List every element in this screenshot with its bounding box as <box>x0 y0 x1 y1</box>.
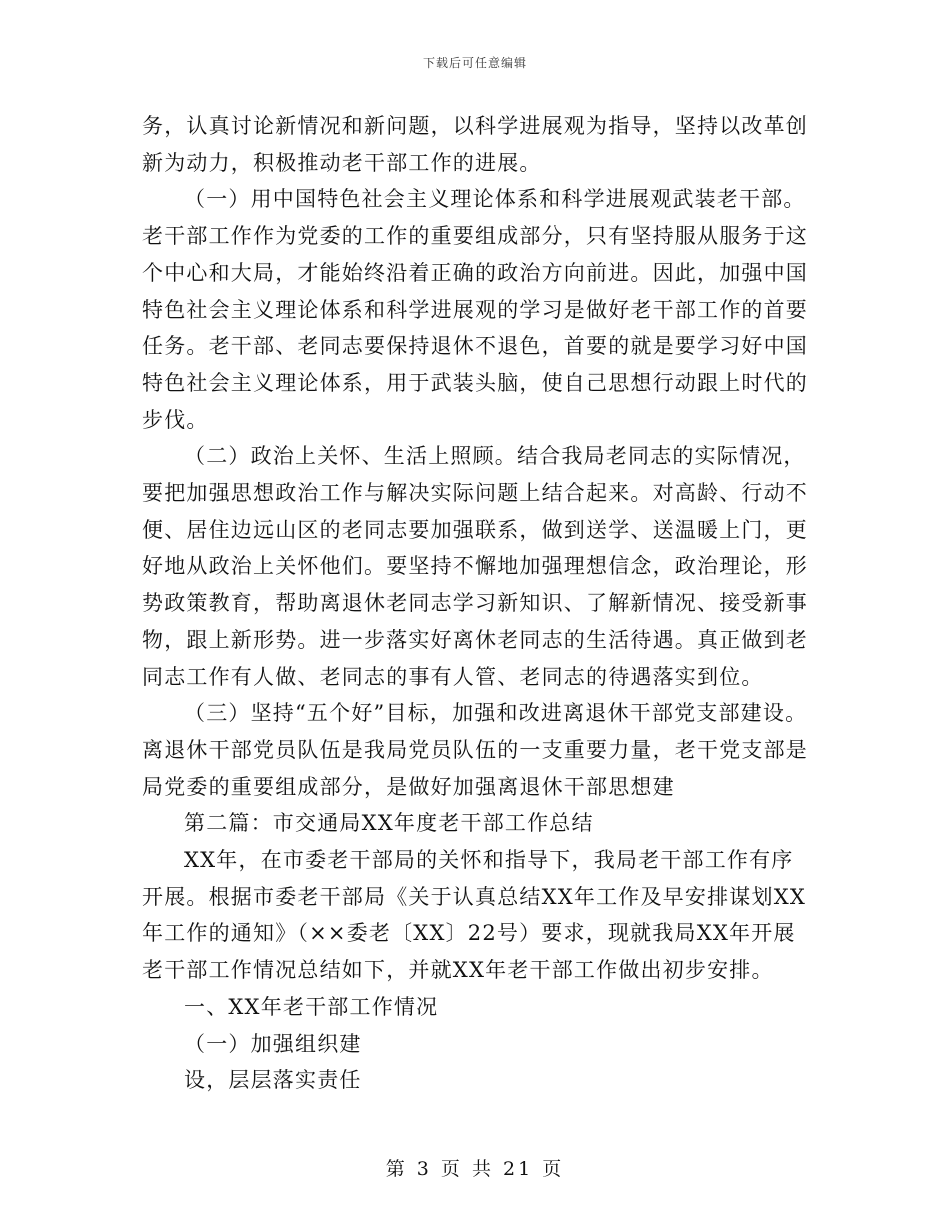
chapter-heading: 第二篇：市交通局XX年度老干部工作总结 <box>184 811 594 836</box>
page-header: 下载后可任意编辑 <box>422 56 527 70</box>
paragraph-section-1: （一）用中国特色社会主义理论体系和科学进展观武装老干部。老干部工作作为党委的工作的重要组成部分，只有坚持服从服务于这个中心和大局，才能始终沿着正确的政治方向前进。因此，加强中国特色社会主义理论体系和科学进展观的学习是做好老干部工作的首要任务。老干部、老同志要保持退休不退色，首要的就是要学习好中国特色社会主义理论体系，用于武装头脑，使自己思想行动跟上时代的步伐。 <box>142 187 808 432</box>
document-body <box>142 108 808 1099</box>
subsection-heading: （一）加强组织建 <box>184 1031 362 1056</box>
paragraph-fragment: 设，层层落实责任 <box>184 1068 362 1093</box>
page-footer: 第 3 页 共 21 页 <box>385 1158 565 1180</box>
paragraph-section-3: （三）坚持“五个好”目标，加强和改进离退休干部党支部建设。离退休干部党员队伍是我局党员队伍的一支重要力量，老干党支部是局党委的重要组成部分，是做好加强离退休干部思想建 <box>142 701 808 799</box>
paragraph-intro: XX年，在市委老干部局的关怀和指导下，我局老干部工作有序开展。根据市委老干部局《关于认真总结XX年工作及早安排谋划XX年工作的通知》（××委老〔XX〕22号）要求，现就我局XX年开展老干部工作情况总结如下，并就XX年老干部工作做出初步安排。 <box>142 848 806 983</box>
paragraph-section-2: （二）政治上关怀、生活上照顾。结合我局老同志的实际情况，要把加强思想政治工作与解决实际问题上结合起来。对高龄、行动不便、居住边远山区的老同志要加强联系，做到送学、送温暖上门，更好地从政治上关怀他们。要坚持不懈地加强理想信念，政治理论，形势政策教育，帮助离退休老同志学习新知识、了解新情况、接受新事物，跟上新形势。进一步落实好离休老同志的生活待遇。真正做到老同志工作有人做、老同志的事有人管、老同志的待遇落实到位。 <box>142 444 808 689</box>
paragraph-continuation: 务，认真讨论新情况和新问题，以科学进展观为指导，坚持以改革创新为动力，积极推动老干部工作的进展。 <box>142 114 808 175</box>
section-heading: 一、XX年老干部工作情况 <box>184 994 439 1019</box>
